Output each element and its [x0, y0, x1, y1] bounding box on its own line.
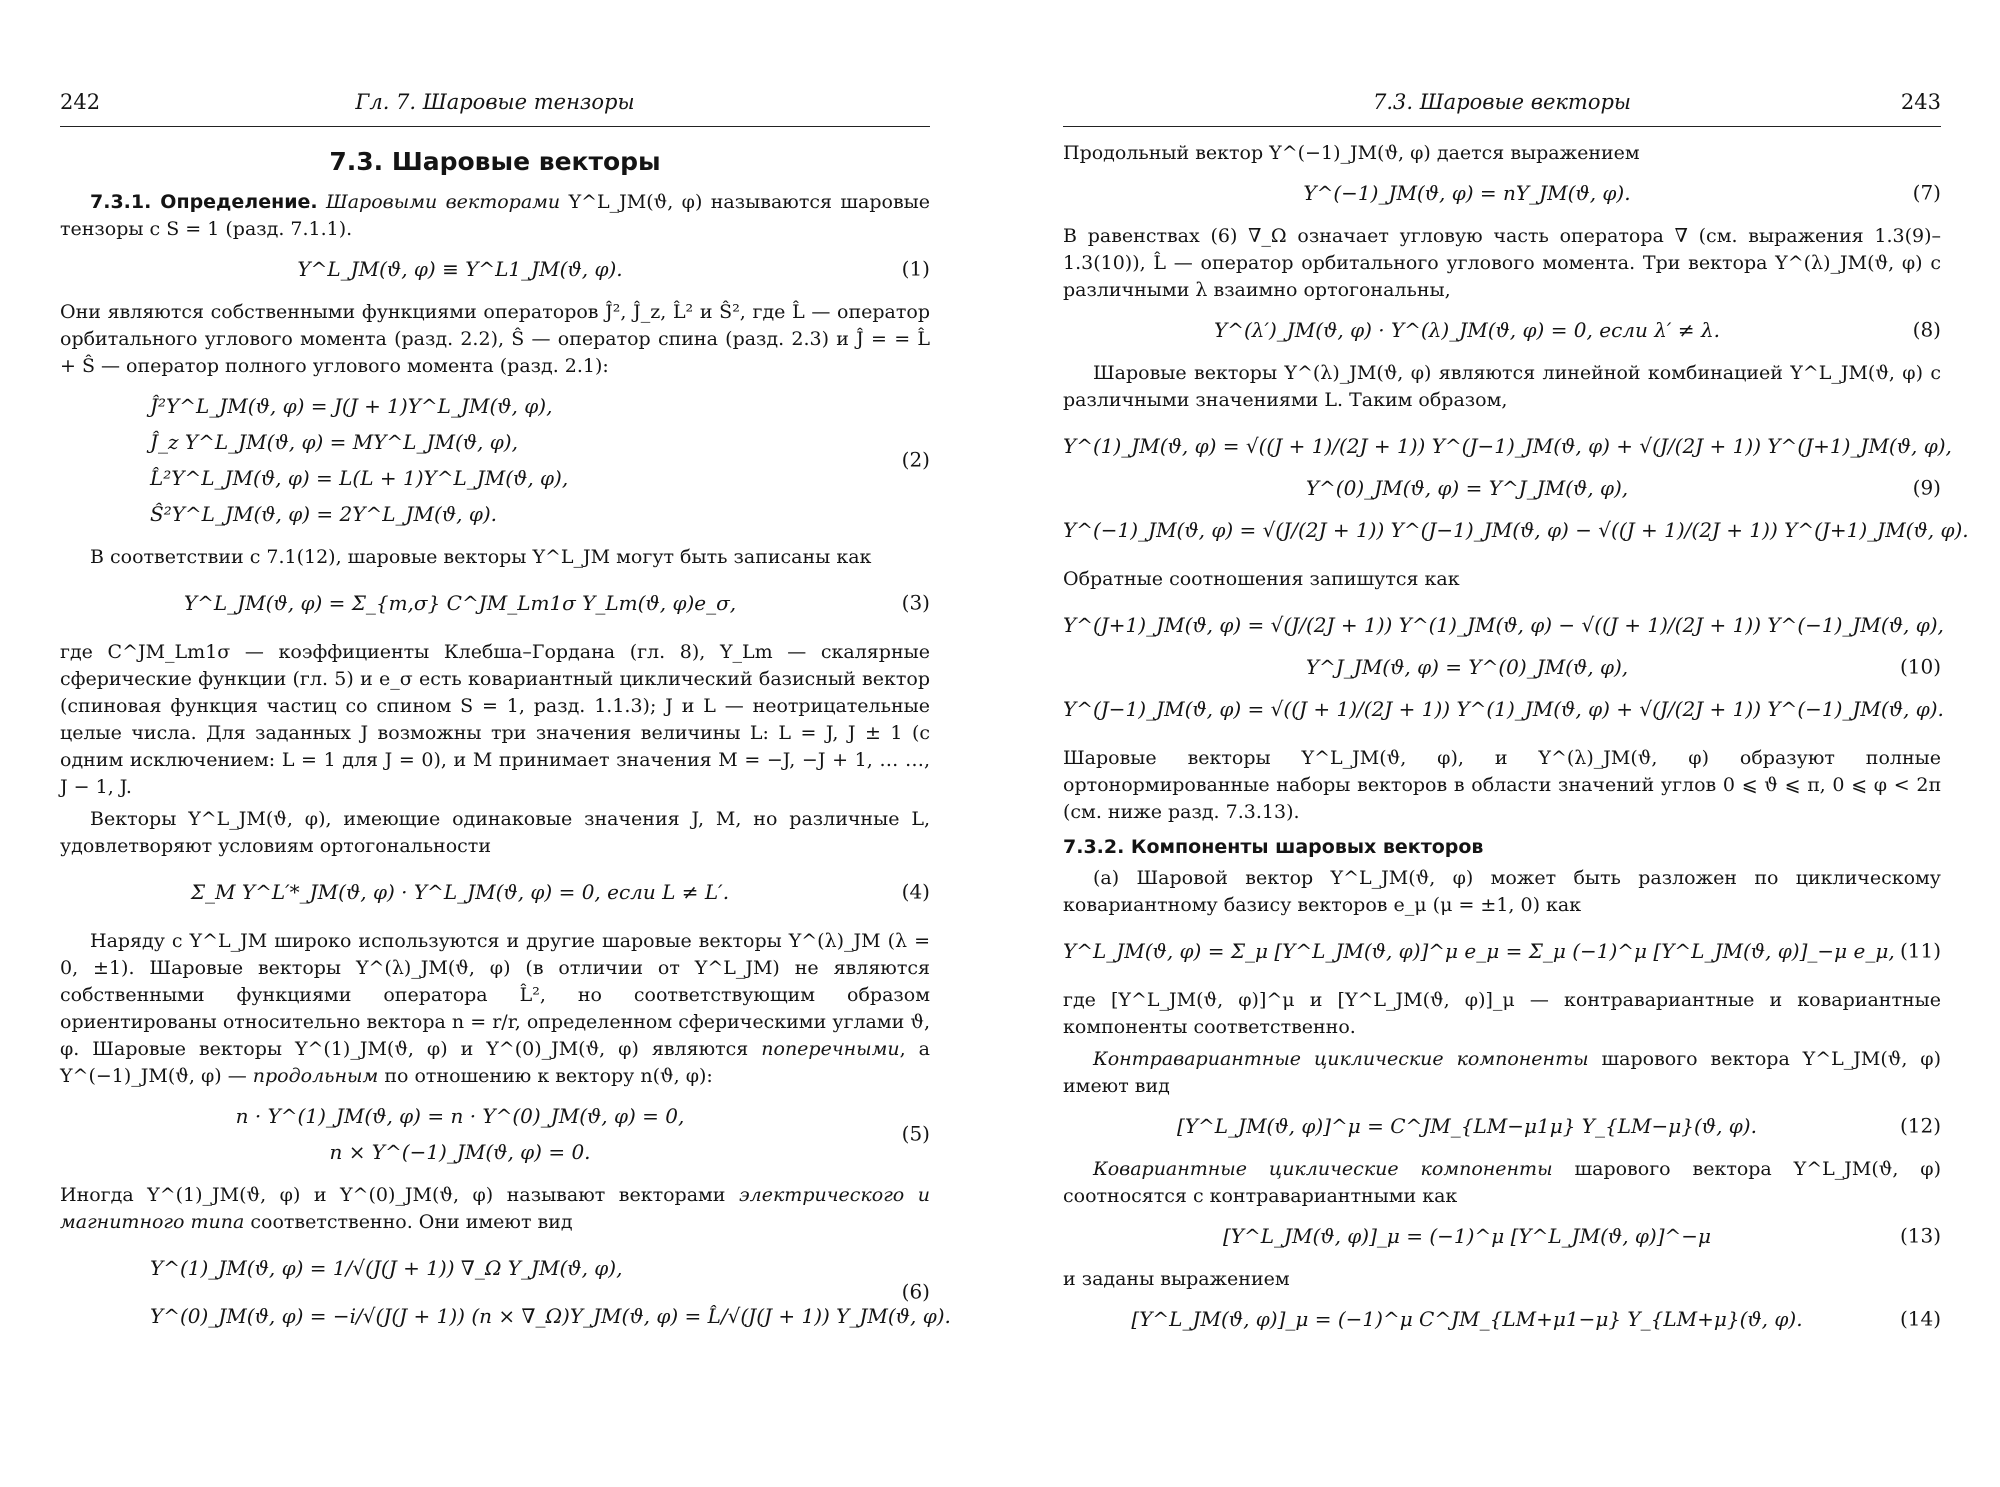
subsection-heading-7-3-1: 7.3.1. Определение. [90, 191, 318, 213]
equation-8-body: Y^(λ′)_JM(ϑ, φ) · Y^(λ)_JM(ϑ, φ) = 0, если λ′ ≠ λ. [1214, 318, 1720, 342]
paragraph-linear-combination: Шаровые векторы Y^(λ)_JM(ϑ, φ) являются линейной комбинацией Y^L_JM(ϑ, φ) с различными значениями L. Таким образом, [1063, 362, 1941, 411]
equation-1-body: Y^L_JM(ϑ, φ) ≡ Y^L1_JM(ϑ, φ). [297, 257, 623, 281]
equation-9-line: Y^(0)_JM(ϑ, φ) = Y^J_JM(ϑ, φ), [1305, 476, 1629, 500]
equation-7-body: Y^(−1)_JM(ϑ, φ) = nY_JM(ϑ, φ). [1303, 181, 1631, 205]
equation-14-number: (14) [1899, 1306, 1941, 1331]
equation-6-line: Y^(0)_JM(ϑ, φ) = −i/√(J(J + 1)) (n × ∇_Ω)Y_JM(ϑ, φ) = L̂/√(J(J + 1)) Y_JM(ϑ, φ). [150, 1304, 951, 1328]
term-electric-magnetic: электрического и магнитного типа [60, 1184, 930, 1233]
equation-4-body: Σ_M Y^L′*_JM(ϑ, φ) · Y^L_JM(ϑ, φ) = 0, если L ≠ L′. [190, 880, 730, 904]
right-page-header [1063, 90, 1941, 127]
equation-14-body: [Y^L_JM(ϑ, φ)]_μ = (−1)^μ C^JM_{LM+μ1−μ} Y_{LM+μ}(ϑ, φ). [1131, 1307, 1803, 1331]
equation-6-line: Y^(1)_JM(ϑ, φ) = 1/√(J(J + 1)) ∇_Ω Y_JM(ϑ, φ), [150, 1256, 623, 1280]
equation-8 [1063, 310, 1941, 350]
paragraph-given-by: и заданы выражением [1063, 1268, 1290, 1290]
section-title: 7.3. Шаровые векторы [329, 147, 661, 176]
paragraph-other-vectors-text: Наряду с Y^L_JM широко используются и другие шаровые векторы Y^(λ)_JM (λ = 0, ±1). Шаровые векторы Y^(λ)_JM(ϑ, φ) (в отличии от Y^L_JM) не являются собственными функциями оператора L̂², но соответствующим образом ориентированы относительно вектора n = r/r, определенном сферическими углами ϑ, φ. Шаровые векторы Y^(1)_JM(ϑ, φ) и Y^(0)_JM(ϑ, φ) являются [60, 930, 930, 1060]
term-transverse: поперечными [761, 1038, 900, 1060]
paragraph-expansion: В соответствии с 7.1(12), шаровые векторы Y^L_JM могут быть записаны как [90, 546, 872, 568]
term-covariant: Ковариантные циклические компоненты [1093, 1158, 1553, 1180]
paragraph-electric-magnetic-text: Иногда Y^(1)_JM(ϑ, φ) и Y^(0)_JM(ϑ, φ) называют векторами [60, 1184, 726, 1206]
right-column [1063, 140, 1969, 1349]
equation-13 [1063, 1216, 1941, 1256]
paragraph-contravariant-text: шарового вектора Y^L_JM(ϑ, φ) имеют вид [1063, 1048, 1942, 1097]
paragraph-eigenfunctions: Они являются собственными функциями операторов Ĵ², Ĵ_z, L̂² и Ŝ², где L̂ — оператор орбитального углового момента (разд. 2.2), Ŝ — оператор спина (разд. 2.3) и Ĵ = = L̂ + Ŝ — оператор полного углового момента (разд. 2.1): [60, 301, 930, 377]
equation-6-number: (6) [901, 1279, 930, 1304]
equation-4-number: (4) [901, 879, 930, 904]
equation-5-line: n · Y^(1)_JM(ϑ, φ) = n · Y^(0)_JM(ϑ, φ) = 0, [235, 1104, 685, 1128]
paragraph-components: где [Y^L_JM(ϑ, φ)]^μ и [Y^L_JM(ϑ, φ)]_μ — контравариантные и ковариантные компоненты соответственно. [1063, 989, 1941, 1038]
paragraph-covariant-text: шарового вектора Y^L_JM(ϑ, φ) соотносятся с контравариантными как [1063, 1158, 1941, 1207]
paragraph-orthogonality: Векторы Y^L_JM(ϑ, φ), имеющие одинаковые значения J, M, но различные L, удовлетворяют условиям ортогональности [60, 808, 930, 857]
equation-10-line: Y^(J+1)_JM(ϑ, φ) = √(J/(2J + 1)) Y^(1)_JM(ϑ, φ) − √((J + 1)/(2J + 1)) Y^(−1)_JM(ϑ, φ), [1063, 613, 1944, 637]
equation-5 [60, 1096, 930, 1172]
definition-paragraph [60, 189, 930, 243]
paragraph-covariant [1063, 1156, 1941, 1210]
equation-2-number: (2) [901, 447, 930, 472]
left-running-title: Гл. 7. Шаровые тензоры [355, 90, 635, 114]
equation-6 [60, 1242, 951, 1342]
paragraph-other-vectors-text: по отношению к вектору n(ϑ, φ): [384, 1065, 713, 1087]
equation-10-line: Y^(J−1)_JM(ϑ, φ) = √((J + 1)/(2J + 1)) Y^(1)_JM(ϑ, φ) + √(J/(2J + 1)) Y^(−1)_JM(ϑ, φ). [1063, 697, 1944, 721]
equation-11 [1063, 925, 1941, 977]
equation-11-number: (11) [1899, 938, 1941, 963]
definition-text: Y^L_JM(ϑ, φ) называются шаровые тензоры с S = 1 (разд. 7.1.1). [60, 191, 931, 240]
equation-14 [1063, 1299, 1941, 1339]
equation-3-body: Y^L_JM(ϑ, φ) = Σ_{m,σ} C^JM_Lm1σ Y_Lm(ϑ, φ)e_σ, [183, 591, 737, 615]
equation-11-body: Y^L_JM(ϑ, φ) = Σ_μ [Y^L_JM(ϑ, φ)]^μ e_μ = Σ_μ (−1)^μ [Y^L_JM(ϑ, φ)]_−μ e_μ, [1063, 939, 1895, 963]
term-longitudinal: продольным [252, 1065, 379, 1087]
equation-1 [60, 249, 930, 289]
paragraph-cyclic-basis: (а) Шаровой вектор Y^L_JM(ϑ, φ) может быть разложен по циклическому ковариантному базису векторов e_μ (μ = ±1, 0) как [1063, 867, 1941, 916]
equation-10-number: (10) [1899, 654, 1941, 679]
equation-8-number: (8) [1912, 317, 1941, 342]
equation-7-number: (7) [1912, 180, 1941, 205]
paragraph-inverse: Обратные соотношения запишутся как [1063, 568, 1460, 590]
equation-9-number: (9) [1912, 475, 1941, 500]
equation-2-line: Ĵ²Y^L_JM(ϑ, φ) = J(J + 1)Y^L_JM(ϑ, φ), [150, 394, 553, 418]
equation-9-line: Y^(1)_JM(ϑ, φ) = √((J + 1)/(2J + 1)) Y^(J−1)_JM(ϑ, φ) + √(J/(2J + 1)) Y^(J+1)_JM(ϑ, φ), [1063, 434, 1952, 458]
equation-9-line: Y^(−1)_JM(ϑ, φ) = √(J/(2J + 1)) Y^(J−1)_JM(ϑ, φ) − √((J + 1)/(2J + 1)) Y^(J+1)_JM(ϑ, φ). [1063, 518, 1969, 542]
equation-10-line: Y^J_JM(ϑ, φ) = Y^(0)_JM(ϑ, φ), [1305, 655, 1629, 679]
equation-2-line: L̂²Y^L_JM(ϑ, φ) = L(L + 1)Y^L_JM(ϑ, φ), [150, 466, 569, 490]
equation-5-number: (5) [901, 1121, 930, 1146]
paragraph-longitudinal: Продольный вектор Y^(−1)_JM(ϑ, φ) дается выражением [1063, 142, 1640, 164]
equation-3 [60, 577, 930, 629]
paragraph-nabla: В равенствах (6) ∇_Ω означает угловую часть оператора ∇ (см. выражения 1.3(9)–1.3(10)), L̂ — оператор орбитального углового момента. Три вектора Y^(λ)_JM(ϑ, φ) с различными λ взаимно ортогональны, [1063, 225, 1941, 301]
equation-2-line: Ĵ_z Y^L_JM(ϑ, φ) = MY^L_JM(ϑ, φ), [150, 430, 518, 454]
equation-12-body: [Y^L_JM(ϑ, φ)]^μ = C^JM_{LM−μ1μ} Y_{LM−μ}(ϑ, φ). [1177, 1114, 1757, 1138]
equation-3-number: (3) [901, 590, 930, 615]
right-page-number: 243 [1900, 90, 1941, 114]
right-running-title: 7.3. Шаровые векторы [1372, 90, 1632, 114]
term-spherical-vectors: Шаровыми векторами [326, 191, 561, 213]
equation-7 [1063, 173, 1941, 213]
paragraph-other-vectors [60, 928, 930, 1090]
equation-12-number: (12) [1899, 1113, 1941, 1138]
paragraph-other-vectors-text: , а Y^(−1)_JM(ϑ, φ) — [60, 1038, 930, 1087]
left-page-number: 242 [60, 90, 101, 114]
left-page [60, 0, 951, 1487]
paragraph-contravariant [1063, 1046, 1941, 1100]
paragraph-clebsch-gordan: где C^JM_Lm1σ — коэффициенты Клебша–Гордана (гл. 8), Y_Lm — скалярные сферические функции (гл. 5) и e_σ есть ковариантный циклический базисный вектор (спиновая функция частиц со спином S = 1, разд. 1.1.3); J и L — неотрицательные целые числа. Для заданных J возможны три значения величины L: L = J, J ± 1 (с одним исключением: L = 1 для J = 0), и M принимает значения M = −J, −J + 1, … …, J − 1, J. [60, 641, 930, 798]
equation-13-number: (13) [1899, 1223, 1941, 1248]
left-column [60, 140, 951, 1352]
equation-2 [60, 386, 930, 534]
paragraph-electric-magnetic [60, 1182, 930, 1236]
right-page [1063, 0, 1969, 1487]
equation-9 [1063, 420, 1969, 556]
subsection-heading-7-3-2: 7.3.2. Компоненты шаровых векторов [1063, 836, 1484, 858]
equation-10 [1063, 599, 1944, 735]
equation-13-body: [Y^L_JM(ϑ, φ)]_μ = (−1)^μ [Y^L_JM(ϑ, φ)]^−μ [1222, 1224, 1712, 1248]
equation-12 [1063, 1106, 1941, 1146]
paragraph-electric-magnetic-text: соответственно. Они имеют вид [250, 1211, 573, 1233]
term-contravariant: Контравариантные циклические компоненты [1093, 1048, 1589, 1070]
equation-1-number: (1) [901, 256, 930, 281]
paragraph-complete-sets: Шаровые векторы Y^L_JM(ϑ, φ), и Y^(λ)_JM(ϑ, φ) образуют полные ортонормированные наборы векторов в области значений углов 0 ⩽ ϑ ⩽ π, 0 ⩽ φ < 2π (см. ниже разд. 7.3.13). [1063, 747, 1941, 823]
left-page-header [60, 90, 930, 127]
equation-4 [60, 866, 930, 918]
equation-5-line: n × Y^(−1)_JM(ϑ, φ) = 0. [329, 1140, 591, 1164]
equation-2-line: Ŝ²Y^L_JM(ϑ, φ) = 2Y^L_JM(ϑ, φ). [150, 502, 497, 526]
